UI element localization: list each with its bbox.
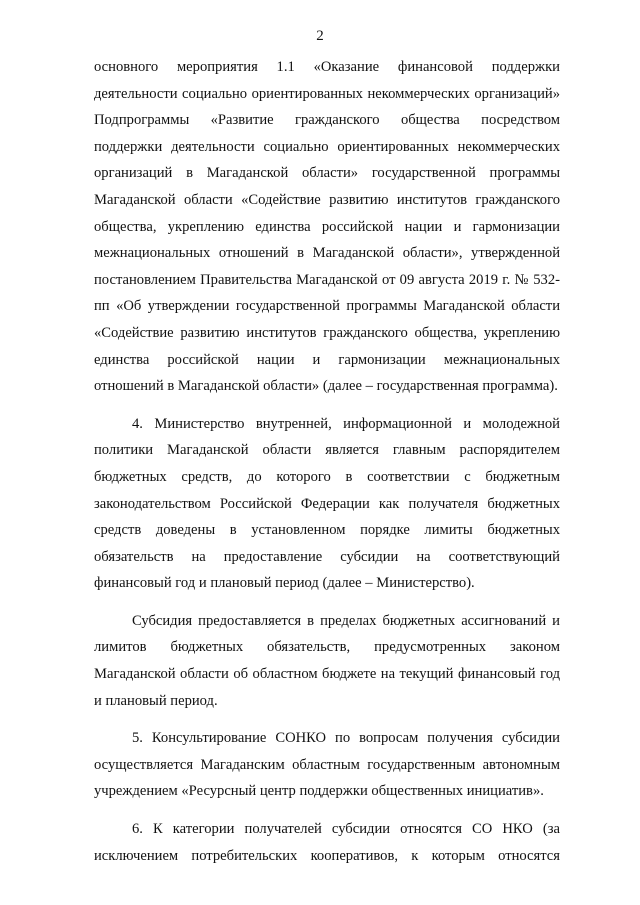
- page-number: 2: [316, 28, 324, 44]
- paragraph-subsidy-limits: Субсидия предоставляется в пределах бюджетных ассигнований и лимитов бюджетных обязательств, предусмотренных законом Магаданской области об областном бюджете на текущий финансовый год и плановый период.: [94, 612, 560, 709]
- document-body: [94, 54, 560, 880]
- paragraph-5-consulting: 5. Консультирование СОНКО по вопросам получения субсидии осуществляется Магаданским областным государственным автономным учреждением «Ресурсный центр поддержки общественных инициатив».: [94, 730, 560, 800]
- paragraph-program-reference: основного мероприятия 1.1 «Оказание финансовой поддержки деятельности социально ориентированных некоммерческих организаций» Подпрограммы «Развитие гражданского общества посредством поддержки деятельности социально ориентированных некоммерческих организаций в Магаданской области» государственной программы Магаданской области «Содействие развитию институтов гражданского общества, укреплению единства российской нации и гармонизации межнациональных отношений в Магаданской области», утвержденной постановлением Правительства Магаданской от 09 августа 2019 г. № 532-пп «Об утверждении государственной программы Магаданской области «Содействие развитию институтов гражданского общества, укреплению единства российской нации и гармонизации межнациональных отношений в Магаданской области» (далее – государственная программа).: [94, 59, 560, 395]
- paragraph-4-ministry: 4. Министерство внутренней, информационной и молодежной политики Магаданской области является главным распорядителем бюджетных средств, до которого в соответствии с бюджетным законодательством Российской Федерации как получателя бюджетных средств доведены в установленном порядке лимиты бюджетных обязательств на предоставление субсидии на соответствующий финансовый год и плановый период (далее – Министерство).: [94, 415, 560, 592]
- paragraph-6-recipients: 6. К категории получателей субсидии относятся СО НКО (за исключением потребительских кооперативов, к которым относятся: [94, 821, 560, 864]
